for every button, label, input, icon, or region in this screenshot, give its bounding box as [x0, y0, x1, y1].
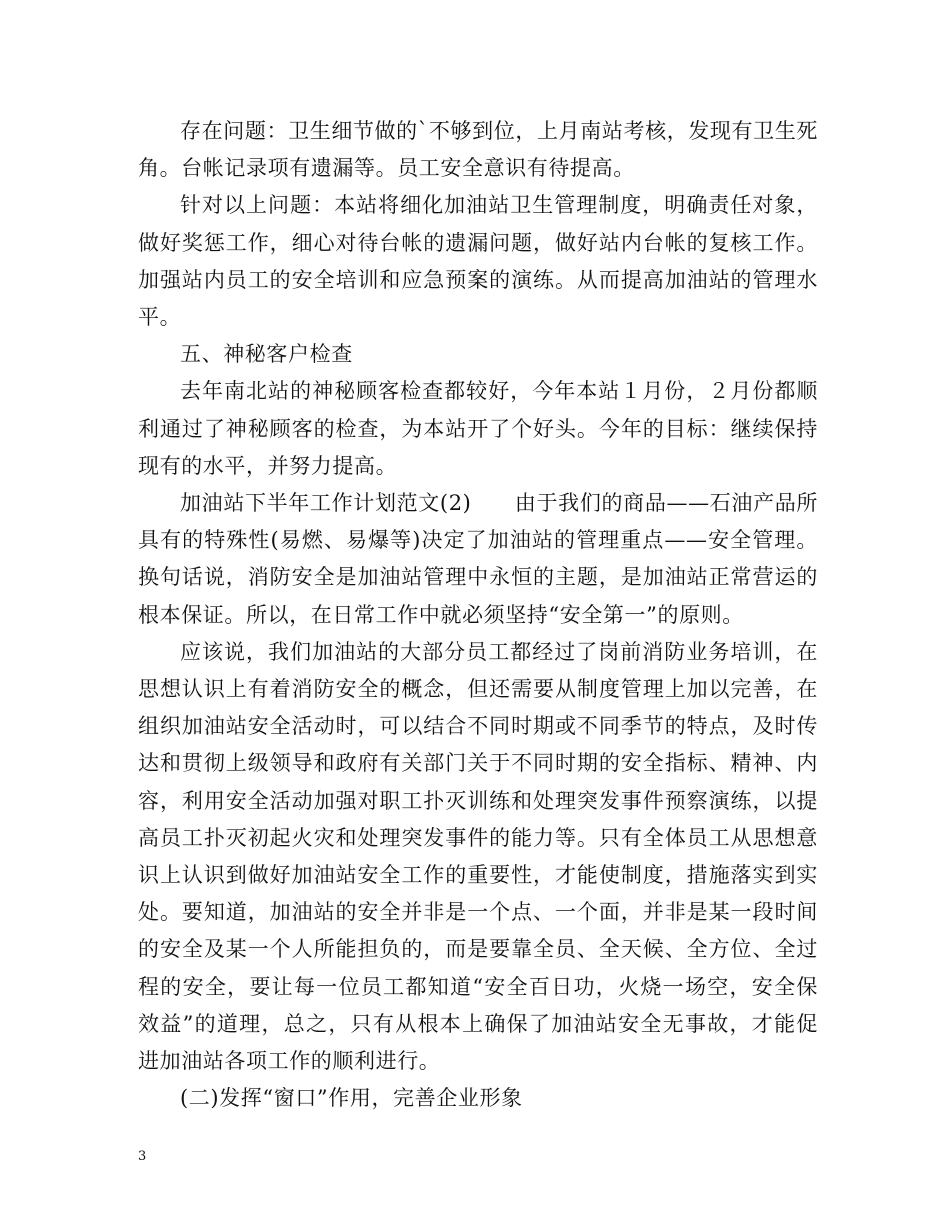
paragraph-issues: 存在问题：卫生细节做的`不够到位，上月南站考核，发现有卫生死角。台帐记录项有遗漏等。员工安全意识有待提高。: [138, 119, 818, 181]
document-body: [138, 113, 818, 1117]
paragraph-mystery-customer: 去年南北站的神秘顾客检查都较好，今年本站１月份，２月份都顺利通过了神秘顾客的检查，为本站开了个好头。今年的目标：继续保持现有的水平，并努力提高。: [138, 379, 818, 478]
page-number: 3: [138, 1149, 147, 1164]
section-heading-window-role: (二)发挥“窗口”作用，完善企业形象: [180, 1086, 523, 1111]
paragraph-measures: 针对以上问题：本站将细化加油站卫生管理制度，明确责任对象，做好奖惩工作，细心对待台帐的遗漏问题，做好站内台帐的复核工作。加强站内员工的安全培训和应急预案的演练。从而提高加油站的管理水平。: [138, 193, 818, 330]
section-heading-mystery-customer: 五、神秘客户检查: [180, 342, 353, 367]
paragraph-safety-management: 加油站下半年工作计划范文(2) 由于我们的商品——石油产品所具有的特殊性(易燃、易爆等)决定了加油站的管理重点——安全管理。换句话说，消防安全是加油站管理中永恒的主题，是加油站正常营运的根本保证。所以，在日常工作中就必须坚持“安全第一”的原则。: [138, 491, 818, 627]
paragraph-fire-safety-training: 应该说，我们加油站的大部分员工都经过了岗前消防业务培训，在思想认识上有着消防安全的概念，但还需要从制度管理上加以完善，在组织加油站安全活动时，可以结合不同时期或不同季节的特点，及时传达和贯彻上级领导和政府有关部门关于不同时期的安全指标、精神、内容，利用安全活动加强对职工扑灭训练和处理突发事件预察演练，以提高员工扑灭初起火灾和处理突发事件的能力等。只有全体员工从思想意识上认识到做好加油站安全工作的重要性，才能使制度，措施落实到实处。要知道，加油站的安全并非是一个点、一个面，并非是某一段时间的安全及某一个人所能担负的，而是要靠全员、全天候、全方位、全过程的安全，要让每一位员工都知道“安全百日功，火烧一场空，安全保效益”的道理，总之，只有从根本上确保了加油站安全无事故，才能促进加油站各项工作的顺利进行。: [138, 639, 818, 1074]
